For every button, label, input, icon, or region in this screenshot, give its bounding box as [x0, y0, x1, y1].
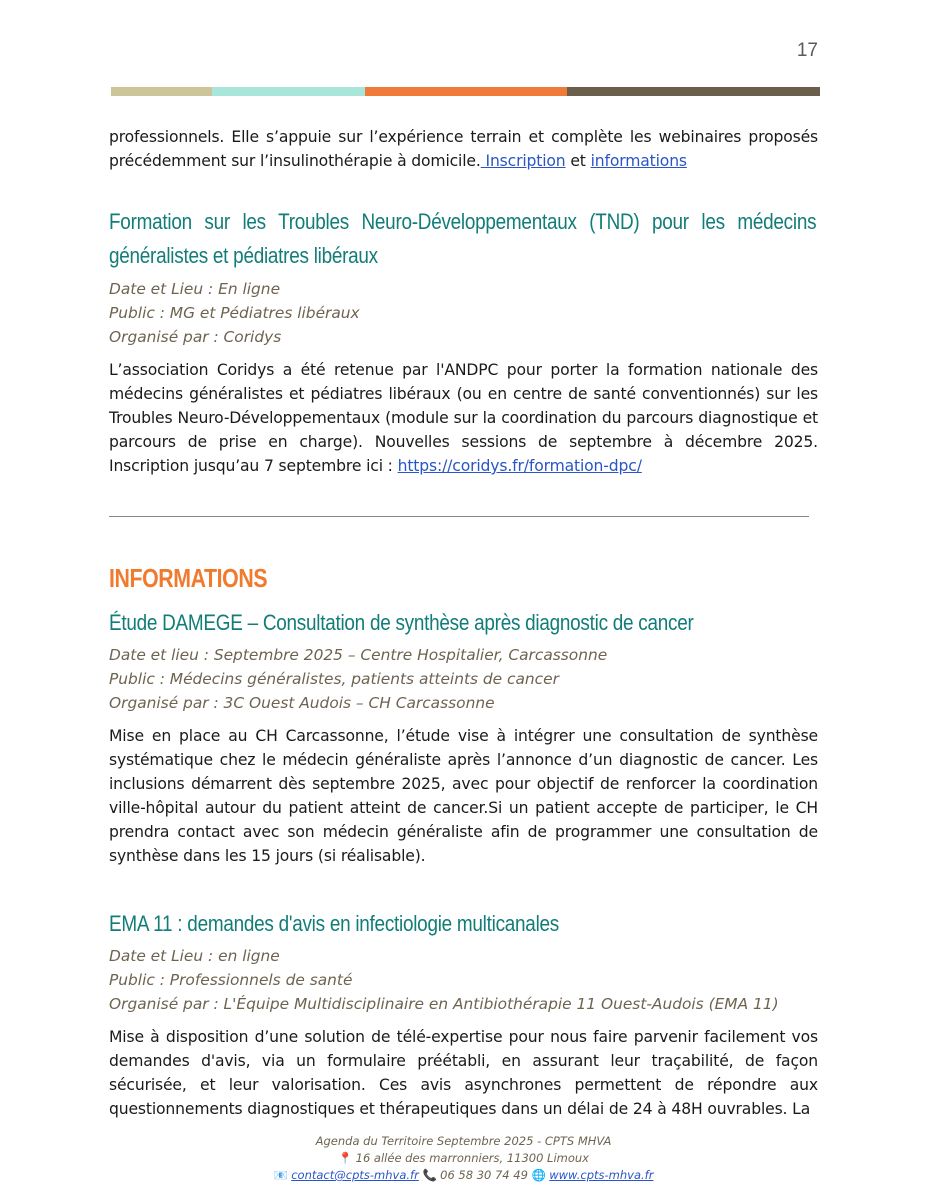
- tnd-public: Public : MG et Pédiatres libéraux: [109, 304, 360, 322]
- header-color-bar: [111, 87, 820, 96]
- footer-title: Agenda du Territoire Septembre 2025 - CPTS MHVA: [315, 1134, 612, 1148]
- footer-contact: [0, 1167, 927, 1184]
- page-content: [109, 125, 818, 1121]
- damege-organizer: Organisé par : 3C Ouest Audois – CH Carcassonne: [109, 694, 495, 712]
- damege-date: Date et lieu : Septembre 2025 – Centre Hospitalier, Carcassonne: [109, 646, 608, 664]
- bar-segment-brown: [567, 87, 820, 96]
- ema-organizer: Organisé par : L'Équipe Multidisciplinaire en Antibiothérapie 11 Ouest-Audois (EMA 11): [109, 995, 779, 1013]
- footer-email-link[interactable]: contact@cpts-mhva.fr: [291, 1168, 419, 1182]
- inscription-link[interactable]: Inscription: [480, 152, 566, 170]
- page-number: 17: [796, 40, 818, 61]
- tnd-title: Formation sur les Troubles Neuro-Développementaux (TND) pour les médecins généralistes et pédiatres libéraux: [109, 209, 817, 268]
- ema-body: Mise à disposition d’une solution de télé-expertise pour nous faire parvenir facilement vos demandes d'avis, via un formulaire préétabli, en assurant leur traçabilité, de façon sécurisée, et leur valorisation. Ces avis asynchrones permettent de répondre aux questionnements diagnostiques et thérapeutiques dans un délai de 24 à 48H ouvrables. La: [109, 1028, 818, 1118]
- page-footer: [0, 1133, 927, 1184]
- mail-icon: 📧: [273, 1168, 288, 1182]
- bar-segment-beige: [111, 87, 212, 96]
- tnd-body: L’association Coridys a été retenue par l'ANDPC pour porter la formation nationale des médecins généralistes et pédiatres libéraux (ou en centre de santé conventionnés) sur les Troubles Neuro-Développementaux (module sur la coordination du parcours diagnostique et parcours de prise en charge). Nouvelles sessions de septembre à décembre 2025. Inscription jusqu’au 7 septembre ici : https://coridys.fr/formation-dpc/: [109, 361, 818, 475]
- footer-website-link[interactable]: www.cpts-mhva.fr: [549, 1168, 654, 1182]
- intro-paragraph: professionnels. Elle s’appuie sur l’expérience terrain et complète les webinaires proposés précédemment sur l’insulinothérapie à domicile. Inscription et informations: [109, 128, 818, 170]
- bar-segment-orange: [365, 87, 567, 96]
- footer-address: 📍 16 allée des marronniers, 11300 Limoux: [337, 1151, 589, 1165]
- phone-icon: 📞: [422, 1168, 437, 1182]
- bar-segment-mint: [212, 87, 365, 96]
- tnd-organizer: Organisé par : Coridys: [109, 328, 282, 346]
- damege-title: Étude DAMEGE – Consultation de synthèse après diagnostic de cancer: [109, 610, 694, 635]
- informations-heading: INFORMATIONS: [109, 563, 268, 593]
- footer-phone: 06 58 30 74 49: [440, 1168, 528, 1182]
- ema-date: Date et Lieu : en ligne: [109, 947, 280, 965]
- globe-icon: 🌐: [531, 1168, 546, 1182]
- tnd-date: Date et Lieu : En ligne: [109, 280, 281, 298]
- informations-link[interactable]: informations: [590, 152, 687, 170]
- ema-public: Public : Professionnels de santé: [109, 971, 353, 989]
- damege-body: Mise en place au CH Carcassonne, l’étude vise à intégrer une consultation de synthèse systématique chez le médecin généraliste après l’annonce d’un diagnostic de cancer. Les inclusions démarrent dès septembre 2025, avec pour objectif de renforcer la coordination ville-hôpital autour du patient atteint de cancer.Si un patient accepte de participer, le CH prendra contact avec son médecin généraliste afin de programmer une consultation de synthèse dans les 15 jours (si réalisable).: [109, 727, 818, 865]
- ema-title: EMA 11 : demandes d'avis en infectiologie multicanales: [109, 911, 559, 936]
- pin-icon: 📍: [337, 1151, 353, 1165]
- damege-public: Public : Médecins généralistes, patients atteints de cancer: [109, 670, 559, 688]
- coridys-link[interactable]: https://coridys.fr/formation-dpc/: [397, 457, 642, 475]
